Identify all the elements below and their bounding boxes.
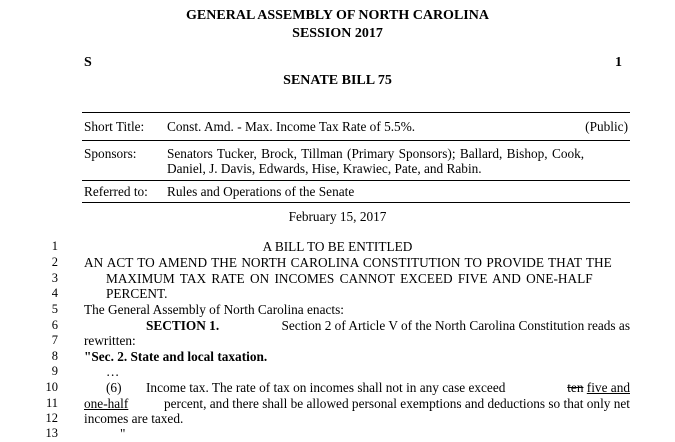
referred-label: Referred to: xyxy=(84,184,148,199)
act-title-text: AN ACT TO AMEND THE NORTH CAROLINA CONSTITUTION TO PROVIDE THAT THE xyxy=(84,255,612,270)
sponsors-line-2: Daniel, J. Davis, Edwards, Hise, Krawiec, Pate, and Rabin. xyxy=(167,161,482,176)
act-title-line: MAXIMUM TAX RATE ON INCOMES CANNOT EXCEED FIVE AND ONE-HALF xyxy=(106,271,593,286)
line-number: 11 xyxy=(45,396,58,410)
income-tax-line xyxy=(146,380,630,396)
bill-entitled-heading: A BILL TO BE ENTITLED xyxy=(262,239,413,254)
sponsors-line-1 xyxy=(167,146,629,162)
section-heading: SECTION 1. xyxy=(146,318,220,333)
sec2-heading: "Sec. 2. State and local taxation. xyxy=(84,349,268,364)
line-number: 10 xyxy=(45,380,58,394)
income-tax-text: percent, and there shall be allowed personal exemptions and deductions so that only net xyxy=(164,396,630,411)
line-number: 13 xyxy=(45,426,58,440)
line-number: 12 xyxy=(45,411,58,425)
enacting-clause: The General Assembly of North Carolina enacts: xyxy=(84,302,344,317)
line-number: 2 xyxy=(51,255,58,269)
sponsors-label: Sponsors: xyxy=(84,146,137,161)
session-heading: SESSION 2017 xyxy=(292,26,383,41)
line-number: 7 xyxy=(51,333,58,347)
act-title-line: PERCENT. xyxy=(106,286,168,301)
sponsors-line-1-text: Senators Tucker, Brock, Tillman (Primary Sponsors); Ballard, Bishop, Cook, xyxy=(167,146,585,161)
line-number: 4 xyxy=(51,286,58,300)
table-divider xyxy=(82,112,630,113)
line-number: 5 xyxy=(51,302,58,316)
income-tax-paragraph-number: (6) xyxy=(106,380,122,395)
section-text: Section 2 of Article V of the North Carolina Constitution reads as xyxy=(281,318,630,333)
short-title-label: Short Title: xyxy=(84,119,145,134)
section-text-continued: rewritten: xyxy=(84,333,136,348)
bill-title: SENATE BILL 75 xyxy=(283,73,392,88)
table-divider xyxy=(82,180,630,181)
section-line xyxy=(146,318,630,334)
struck-text: ten xyxy=(567,380,584,395)
closing-quote: " xyxy=(120,426,126,441)
inserted-text: one-half xyxy=(84,396,129,411)
chamber-letter: S xyxy=(84,55,92,70)
line-number: 1 xyxy=(51,239,58,253)
line-number: 6 xyxy=(51,318,58,332)
amendment-text xyxy=(567,380,630,396)
line-number: 8 xyxy=(51,349,58,363)
income-tax-text: Income tax. The rate of tax on incomes shall not in any case exceed xyxy=(146,380,506,395)
bill-date: February 15, 2017 xyxy=(288,209,387,224)
act-title-line xyxy=(84,255,630,271)
short-title-value: Const. Amd. - Max. Income Tax Rate of 5.5%. xyxy=(167,119,416,134)
income-tax-line xyxy=(84,396,630,412)
ellipsis: … xyxy=(106,364,120,379)
line-number: 3 xyxy=(51,271,58,285)
edition-number: 1 xyxy=(615,55,622,70)
table-divider xyxy=(82,202,630,203)
table-divider xyxy=(82,140,630,141)
line-number: 9 xyxy=(51,364,58,378)
public-label: (Public) xyxy=(585,119,628,134)
referred-value: Rules and Operations of the Senate xyxy=(167,184,355,199)
income-tax-line: incomes are taxed. xyxy=(84,411,184,426)
assembly-heading: GENERAL ASSEMBLY OF NORTH CAROLINA xyxy=(186,8,489,23)
inserted-text: five and xyxy=(586,380,630,395)
